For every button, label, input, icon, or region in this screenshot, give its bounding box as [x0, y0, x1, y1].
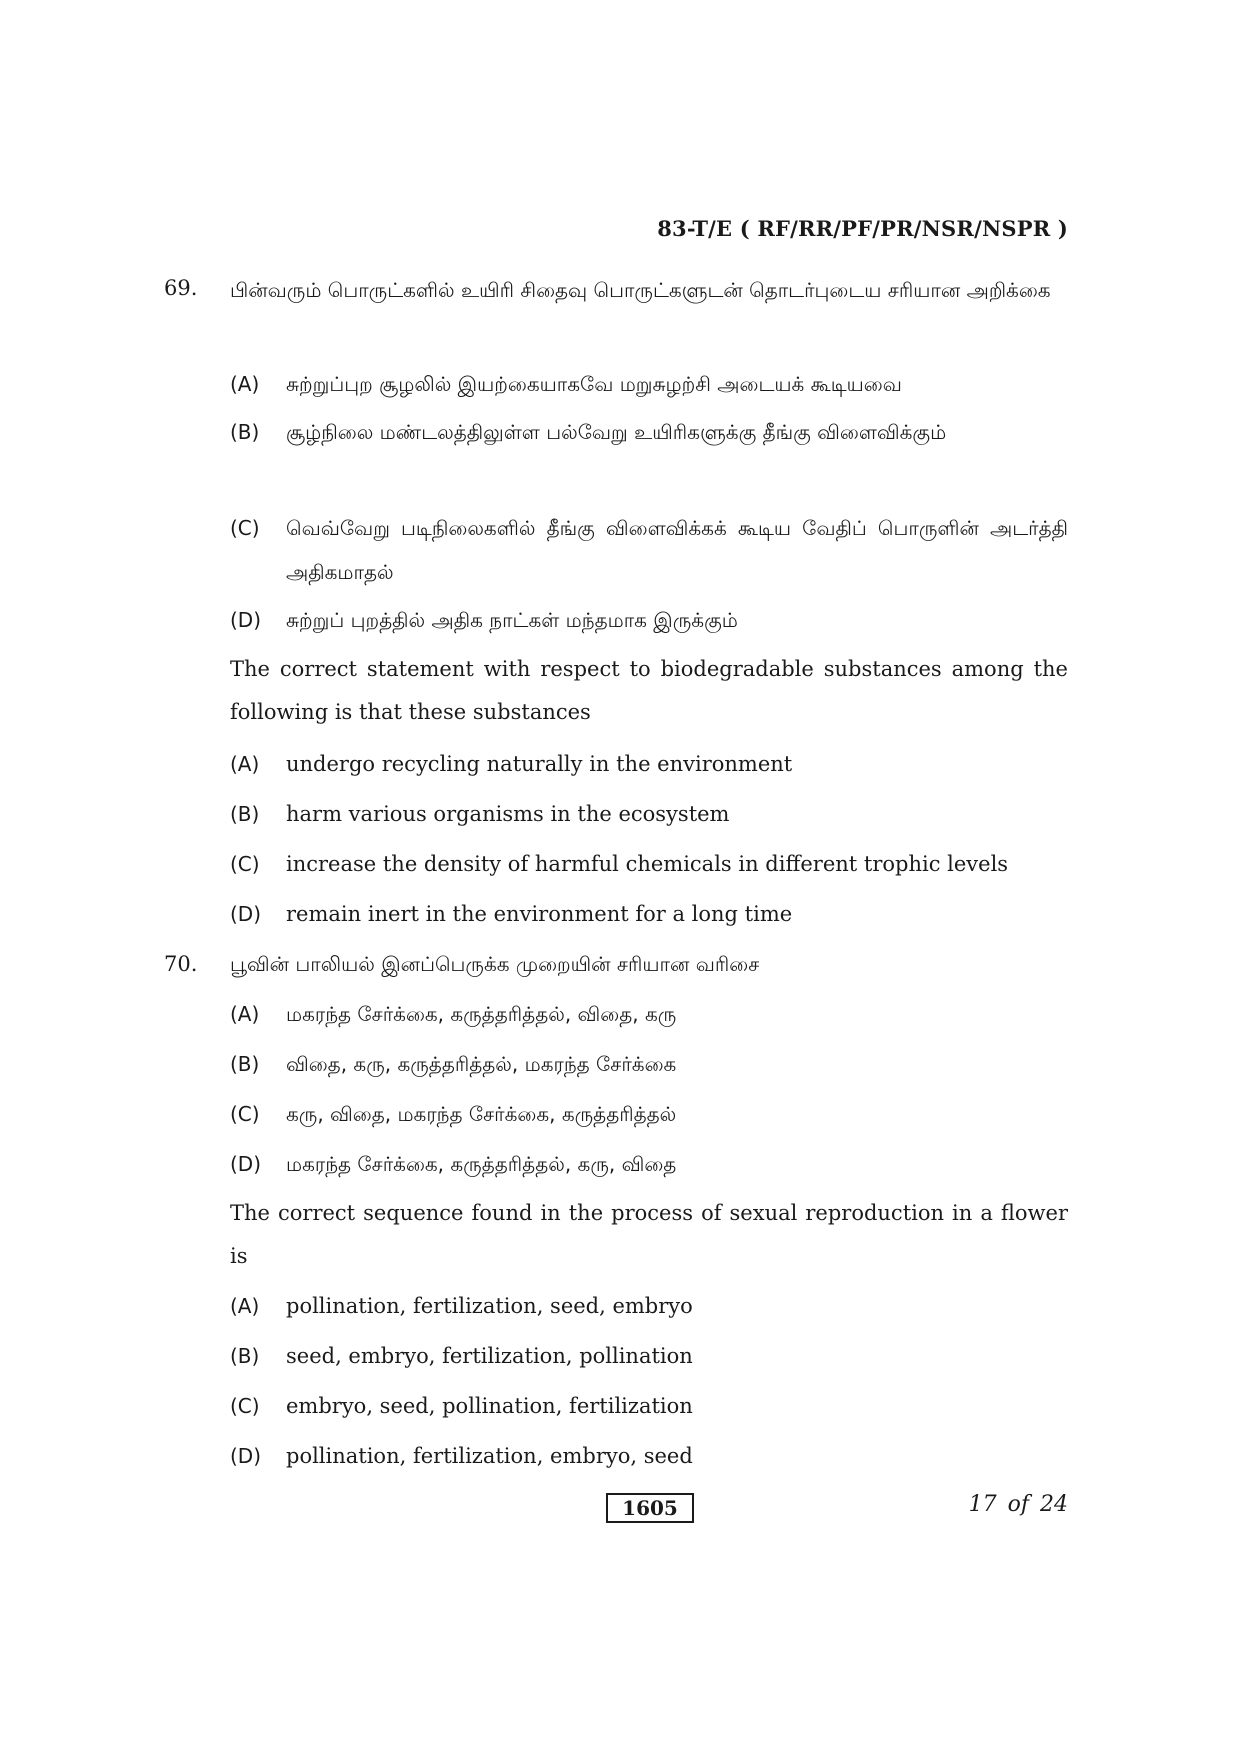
question-tamil-text: பூவின் பாலியல் இனப்பெருக்க முறையின் சரியான வரிசை	[230, 952, 760, 976]
option-label: (B)	[230, 1344, 260, 1368]
option-english-d	[230, 1434, 1068, 1478]
option-english-b	[230, 792, 1068, 836]
option-english-a	[230, 1284, 1068, 1328]
option-text: கரு, விதை, மகரந்த சேர்க்கை, கருத்தரித்தல்	[286, 1102, 677, 1126]
option-english-c	[230, 1384, 1068, 1428]
option-text: சூழ்நிலை மண்டலத்திலுள்ள பல்வேறு உயிரிகளுக்கு தீங்கு விளைவிக்கும்	[286, 420, 947, 444]
question-number: 69.	[164, 276, 198, 300]
page-number: 17 of 24	[968, 1492, 1068, 1517]
option-tamil-c	[230, 506, 1068, 594]
option-english-a	[230, 742, 1068, 786]
option-text: வெவ்வேறு படிநிலைகளில் தீங்கு விளைவிக்கக் கூடிய வேதிப் பொருளின் அடர்த்தி அதிகமாதல்	[286, 516, 1068, 584]
option-label: (C)	[230, 516, 260, 540]
option-tamil-c	[230, 1092, 1068, 1136]
option-tamil-a	[230, 992, 1068, 1036]
paper-code: 83-T/E ( RF/RR/PF/PR/NSR/NSPR )	[657, 216, 1068, 241]
option-label: (D)	[230, 1444, 262, 1468]
option-text: சுற்றுப்புற சூழலில் இயற்கையாகவே மறுசுழற்சி அடையக் கூடியவை	[286, 372, 902, 396]
option-tamil-b	[230, 410, 1068, 454]
option-english-b	[230, 1334, 1068, 1378]
option-text: pollination, fertilization, seed, embryo	[286, 1294, 693, 1318]
option-text: மகரந்த சேர்க்கை, கருத்தரித்தல், கரு, விதை	[286, 1152, 677, 1176]
option-label: (C)	[230, 1394, 260, 1418]
option-label: (B)	[230, 420, 260, 444]
option-english-c	[230, 842, 1068, 886]
option-label: (A)	[230, 1002, 260, 1026]
question-english-text: The correct sequence found in the process of sexual reproduction in a flower is	[230, 1201, 1068, 1268]
option-text: remain inert in the environment for a long time	[286, 902, 793, 926]
question-english-text: The correct statement with respect to biodegradable substances among the following is that these substances	[230, 657, 1068, 724]
option-text: increase the density of harmful chemicals in different trophic levels	[286, 852, 1009, 876]
option-text: undergo recycling naturally in the environment	[286, 752, 793, 776]
option-label: (B)	[230, 1052, 260, 1076]
question-tamil-text: பின்வரும் பொருட்களில் உயிரி சிதைவு பொருட்களுடன் தொடர்புடைய சரியான அறிக்கை	[230, 278, 1051, 302]
paper-number-box: 1605	[606, 1493, 694, 1523]
option-label: (A)	[230, 372, 260, 396]
option-text: embryo, seed, pollination, fertilization	[286, 1394, 693, 1418]
option-english-d	[230, 892, 1068, 936]
option-label: (D)	[230, 1152, 262, 1176]
option-label: (D)	[230, 608, 262, 632]
option-tamil-a	[230, 362, 1068, 406]
option-text: pollination, fertilization, embryo, seed	[286, 1444, 693, 1468]
question-number: 70.	[164, 952, 198, 976]
option-text: harm various organisms in the ecosystem	[286, 802, 730, 826]
option-text: விதை, கரு, கருத்தரித்தல், மகரந்த சேர்க்கை	[286, 1052, 677, 1076]
option-label: (D)	[230, 902, 262, 926]
option-text: மகரந்த சேர்க்கை, கருத்தரித்தல், விதை, கரு	[286, 1002, 677, 1026]
option-tamil-d	[230, 1142, 1068, 1186]
option-label: (C)	[230, 1102, 260, 1126]
option-label: (B)	[230, 802, 260, 826]
option-label: (C)	[230, 852, 260, 876]
option-label: (A)	[230, 752, 260, 776]
option-text: சுற்றுப் புறத்தில் அதிக நாட்கள் மந்தமாக இருக்கும்	[286, 608, 738, 632]
option-text: seed, embryo, fertilization, pollination	[286, 1344, 693, 1368]
option-label: (A)	[230, 1294, 260, 1318]
option-tamil-b	[230, 1042, 1068, 1086]
option-tamil-d	[230, 598, 1068, 642]
